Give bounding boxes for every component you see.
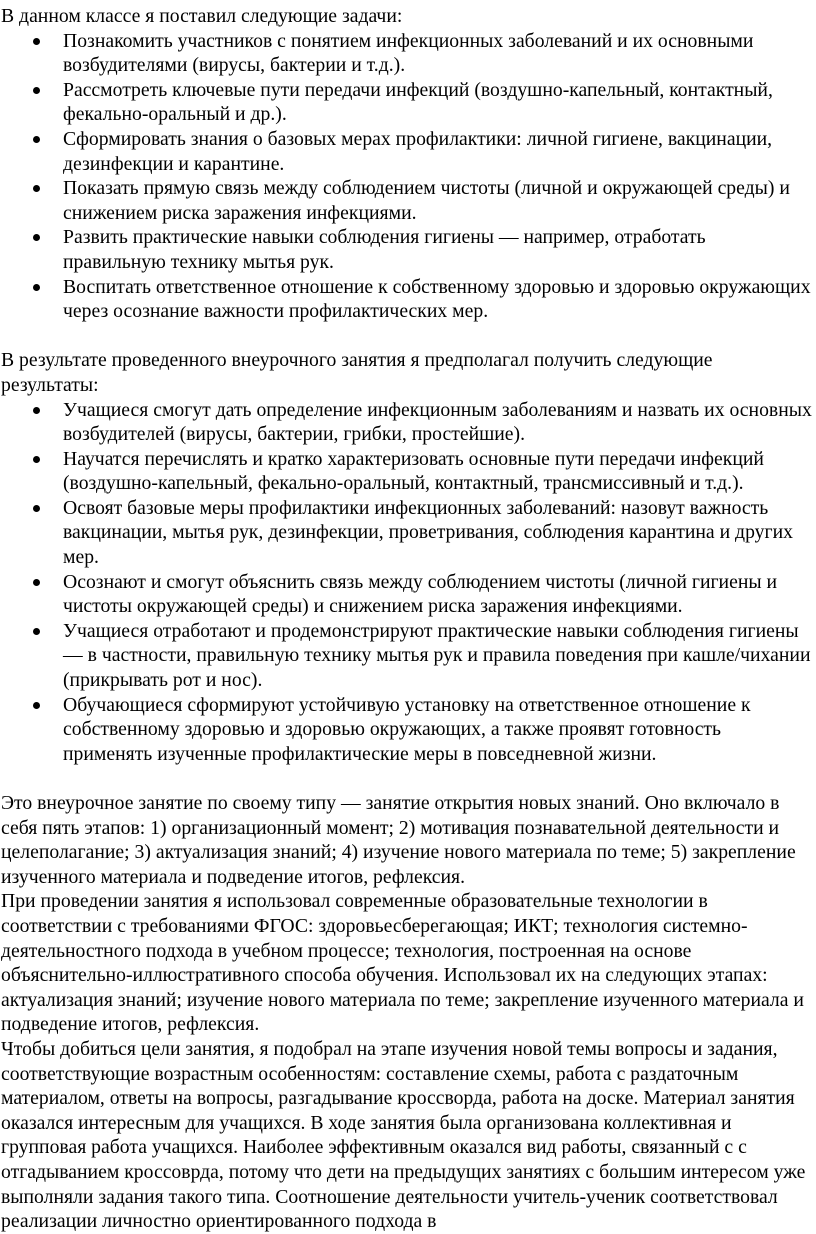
methods-paragraph: Чтобы добиться цели занятия, я подобрал на этапе изучения новой темы вопросы и задания, соответствующие возрастным особенностям: составление схемы, работа с раздаточным материалом, ответы на вопросы, разгадывание кроссворда, работа на доске. Материал занятия оказался интересным для учащихся. В ходе занятия была организована коллективная и групповая работа учащихся. Наиболее эффективным оказался вид работы, связанный с с отгадыванием кроссоврда, потому что дети на предыдущих занятиях с большим интересом уже выполняли задания такого типа. Соотношение деятельности учитель-ученик соответствовал реализации личностно ориентированного подхода в bbox=[1, 1037, 806, 1233]
lesson-type-paragraph: Это внеурочное занятие по своему типу — занятие открытия новых знаний. Оно включало в себя пять этапов: 1) организационный момент; 2) мотивация познавательной деятельности и целеполагание; 3) актуализация знаний; 4) изучение нового материала по теме; 5) закрепление изученного материала и подведение итогов, рефлексия. bbox=[1, 792, 796, 888]
paragraph-spacer bbox=[1, 766, 812, 791]
list-item: Освоят базовые меры профилактики инфекционных заболеваний: назовут важность вакцинации, мытья рук, дезинфекции, проветривания, соблюдения карантина и других мер. bbox=[63, 496, 812, 570]
list-item: Сформировать знания о базовых мерах профилактики: личной гигиене, вакцинации, дезинфекции и карантине. bbox=[63, 127, 812, 176]
list-item: Обучающиеся сформируют устойчивую установку на ответственное отношение к собственному здоровью и здоровью окружающих, а также проявят готовность применять изученные профилактические меры в повседневной жизни. bbox=[63, 693, 812, 767]
list-item: Научатся перечислять и кратко характеризовать основные пути передачи инфекций (воздушно-капельный, фекально-оральный, контактный, трансмиссивный и т.д.). bbox=[63, 447, 812, 496]
list-item: Познакомить участников с понятием инфекционных заболеваний и их основными возбудителями (вирусы, бактерии и т.д.). bbox=[63, 29, 812, 78]
technologies-paragraph: При проведении занятия я использовал современные образовательные технологии в соответствии с требованиями ФГОС: здоровьесберегающая; ИКТ; технология системно-деятельностного подхода в учебном процессе; технология, построенная на основе объяснительно-иллюстративного способа обучения. Использовал их на следующих этапах: актуализация знаний; изучение нового материала по теме; закрепление изученного материала и подведение итогов, рефлексия. bbox=[1, 890, 804, 1036]
tasks-list bbox=[1, 29, 812, 324]
list-item: Осознают и смогут объяснить связь между соблюдением чистоты (личной гигиены и чистоты окружающей среды) и снижением риска заражения инфекциями. bbox=[63, 570, 812, 619]
list-item: Учащиеся смогут дать определение инфекционным заболеваниям и назвать их основных возбудителей (вирусы, бактерии, грибки, простейшие). bbox=[63, 398, 812, 446]
tasks-intro: В данном классе я поставил следующие задачи: bbox=[1, 5, 403, 27]
results-intro: В результате проведенного внеурочного занятия я предполагал получить следующие результаты: bbox=[1, 349, 713, 396]
paragraph-spacer bbox=[1, 324, 812, 349]
list-item: Учащиеся отработают и продемонстрируют практические навыки соблюдения гигиены — в частности, правильную технику мытья рук и правила поведения при кашле/чихании (прикрывать рот и нос). bbox=[63, 619, 811, 692]
list-item: Воспитать ответственное отношение к собственному здоровью и здоровью окружающих через осознание важности профилактических мер. bbox=[63, 275, 811, 323]
list-item: Рассмотреть ключевые пути передачи инфекций (воздушно-капельный, контактный, фекально-оральный и др.). bbox=[63, 78, 812, 127]
list-item: Развить практические навыки соблюдения гигиены — например, отработать правильную технику мытья рук. bbox=[63, 225, 812, 274]
list-item: Показать прямую связь между соблюдением чистоты (личной и окружающей среды) и снижением риска заражения инфекциями. bbox=[63, 176, 812, 225]
results-list bbox=[1, 398, 812, 767]
